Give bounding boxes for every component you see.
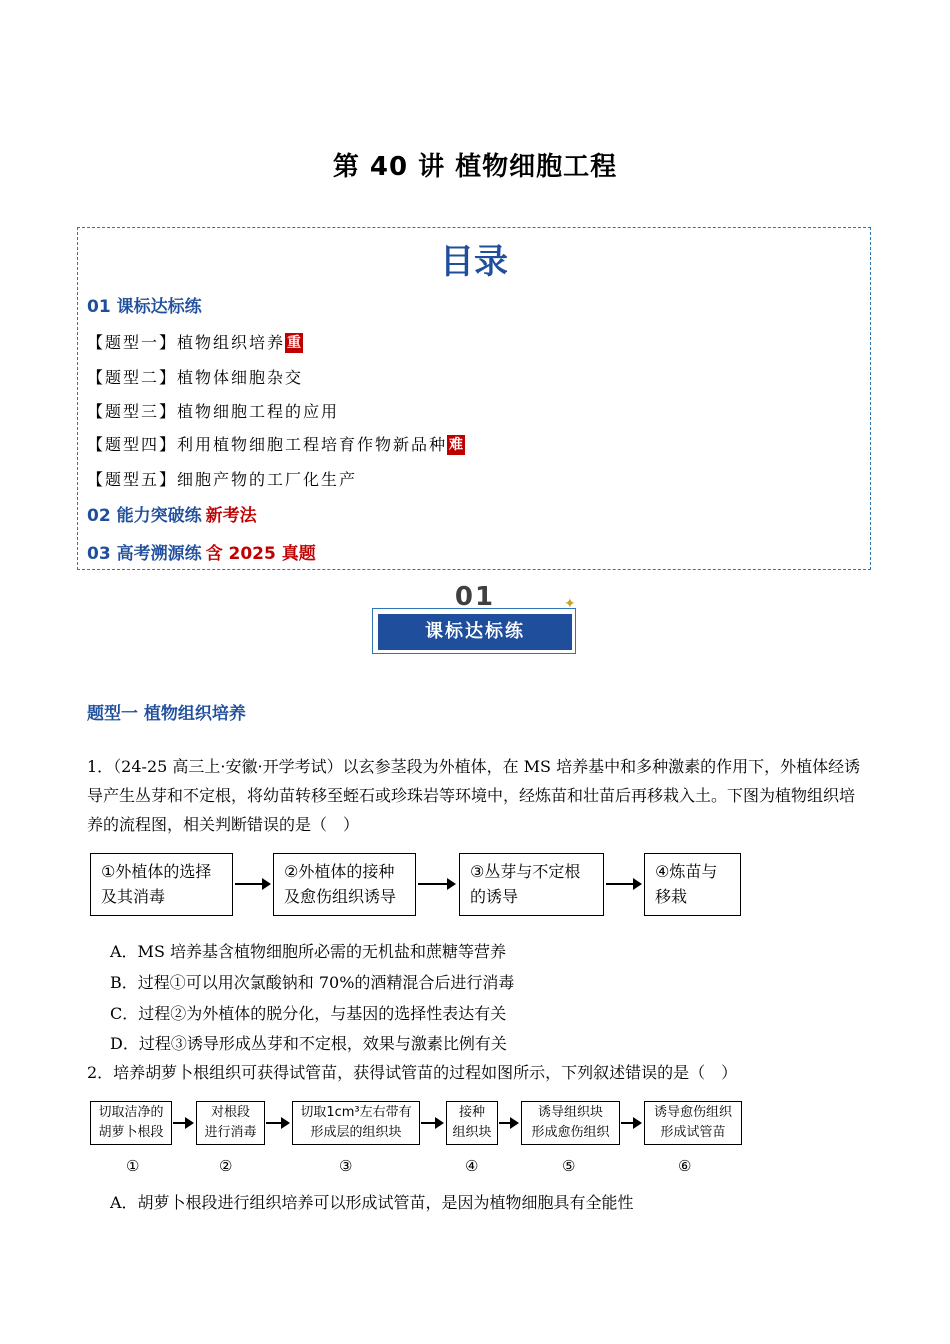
table-of-contents — [77, 227, 871, 570]
arrow-icon — [173, 1122, 192, 1124]
q1-option-c[interactable]: C．过程②为外植体的脱分化，与基因的选择性表达有关 — [110, 1004, 507, 1023]
flow-step-4 — [644, 853, 741, 916]
flow-step-line: ③丛芽与不定根 — [470, 862, 581, 881]
flow-step-line: 及其消毒 — [101, 887, 166, 906]
flow-step-2 — [196, 1101, 265, 1145]
toc-item-4[interactable] — [87, 432, 465, 455]
banner-label: 课标达标练 — [378, 614, 572, 650]
step-number: ⑤ — [562, 1157, 576, 1175]
flow-step-line: 诱导组织块 — [537, 1105, 603, 1120]
toc-heading: 目录 — [440, 242, 508, 282]
flow-step-line: ④炼苗与 — [655, 862, 718, 881]
flow-step-line: 的诱导 — [470, 887, 519, 906]
flow-step-line: 切取洁净的 — [98, 1105, 164, 1120]
sparkle-icon: ✦ — [564, 596, 576, 612]
toc-item-label: 【题型一】植物组织培养 — [87, 333, 286, 352]
toc-item-5[interactable] — [87, 467, 357, 490]
arrow-icon — [499, 1122, 517, 1124]
flow-step-3 — [292, 1101, 420, 1145]
arrow-icon — [266, 1122, 288, 1124]
flow-step-6 — [644, 1101, 742, 1145]
new-method-tag: 新考法 — [205, 506, 257, 526]
arrow-icon — [421, 1122, 442, 1124]
toc-item-label: 【题型二】植物体细胞杂交 — [87, 368, 304, 387]
flow-step-1 — [90, 1101, 172, 1145]
toc-item-label: 【题型三】植物细胞工程的应用 — [87, 402, 340, 421]
flow-step-line: 形成层的组织块 — [310, 1125, 402, 1140]
q1-option-d[interactable]: D．过程③诱导形成丛芽和不定根，效果与激素比例有关 — [110, 1034, 507, 1053]
banner-number: 01 — [454, 582, 496, 612]
toc-section-2[interactable] — [87, 501, 257, 526]
arrow-icon — [606, 883, 640, 885]
step-number: ⑥ — [678, 1157, 692, 1175]
question-2-stem: 2．培养胡萝卜根组织可获得试管苗，获得试管苗的过程如图所示，下列叙述错误的是（ ） — [87, 1063, 738, 1082]
step-number: ③ — [339, 1157, 353, 1175]
flow-step-line: 对根段 — [210, 1105, 250, 1120]
flow-step-line: 切取1cm³左右带有 — [300, 1105, 412, 1120]
flow-step-line: 接种 — [458, 1105, 485, 1120]
page-title: 第 40 讲 植物细胞工程 — [332, 152, 618, 182]
flow-step-line: ②外植体的接种 — [284, 862, 395, 881]
flow-step-4 — [446, 1101, 498, 1145]
flow-step-line: 诱导愈伤组织 — [653, 1105, 732, 1120]
section-banner — [370, 580, 580, 660]
toc-item-label: 【题型四】利用植物细胞工程培育作物新品种 — [87, 435, 448, 454]
arrow-icon — [235, 883, 269, 885]
toc-item-2[interactable] — [87, 365, 303, 388]
key-point-badge: 重 — [287, 335, 302, 351]
flow-step-2 — [273, 853, 416, 916]
step-number: ① — [126, 1157, 140, 1175]
toc-section-1[interactable]: 01 课标达标练 — [87, 297, 202, 317]
section-heading: 题型一 植物组织培养 — [87, 704, 246, 724]
flow-step-1 — [90, 853, 233, 916]
q1-option-a[interactable]: A．MS 培养基含植物细胞所必需的无机盐和蔗糖等营养 — [110, 942, 506, 961]
difficult-badge: 难 — [449, 437, 464, 453]
step-number: ② — [219, 1157, 233, 1175]
exam-2025-tag: 含 2025 真题 — [205, 544, 316, 564]
toc-item-1[interactable] — [87, 330, 303, 353]
flow-step-line: 组织块 — [452, 1125, 492, 1140]
flow-step-3 — [459, 853, 604, 916]
arrow-icon — [418, 883, 454, 885]
flow-step-line: ①外植体的选择 — [101, 862, 212, 881]
flow-step-line: 及愈伤组织诱导 — [284, 887, 397, 906]
toc-section-label: 02 能力突破练 — [87, 506, 202, 526]
question-1-stem: 1．（24-25 高三上·安徽·开学考试）以玄参茎段为外植体，在 MS 培养基中和多种激素的作用下，外植体经诱导产生丛芽和不定根，将幼苗转移至蛭石或珍珠岩等环境中，经炼苗和壮苗后再移栽入土。下图为植物组织培养的流程图，相关判断错误的是（ ） — [87, 757, 861, 834]
toc-section-3[interactable] — [87, 539, 316, 564]
flow-step-line: 移栽 — [655, 887, 688, 906]
flow-step-5 — [521, 1101, 620, 1145]
flow-step-line: 进行消毒 — [204, 1125, 257, 1140]
arrow-icon — [621, 1122, 640, 1124]
toc-item-3[interactable] — [87, 399, 339, 422]
flow-step-line: 形成愈伤组织 — [531, 1125, 610, 1140]
q1-option-b[interactable]: B．过程①可以用次氯酸钠和 70%的酒精混合后进行消毒 — [110, 973, 515, 992]
step-number: ④ — [465, 1157, 479, 1175]
toc-item-label: 【题型五】细胞产物的工厂化生产 — [87, 470, 358, 489]
toc-section-label: 03 高考溯源练 — [87, 544, 202, 564]
flow-step-line: 形成试管苗 — [660, 1125, 726, 1140]
q2-option-a[interactable]: A．胡萝卜根段进行组织培养可以形成试管苗，是因为植物细胞具有全能性 — [110, 1193, 634, 1212]
flow-step-line: 胡萝卜根段 — [98, 1125, 164, 1140]
